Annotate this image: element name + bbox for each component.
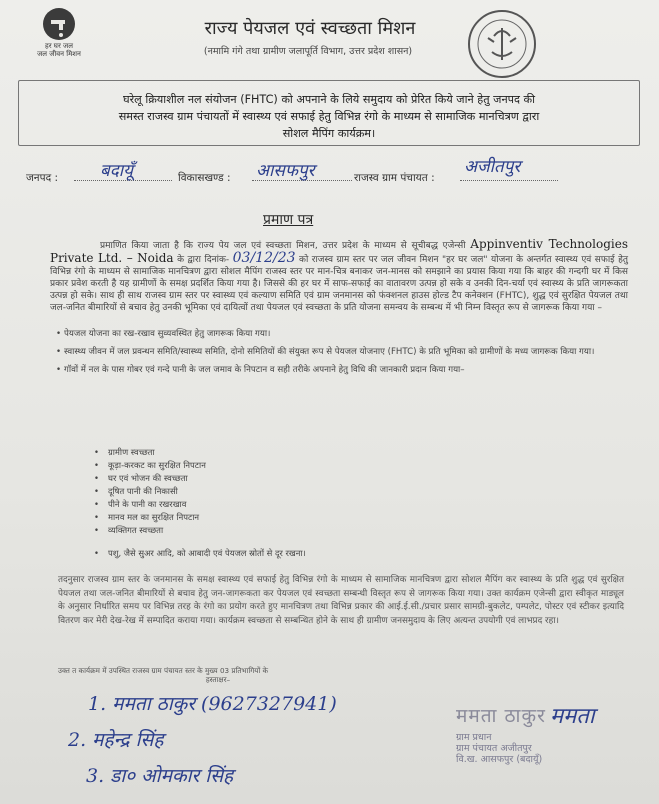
district-value: बदायूँ <box>100 161 133 181</box>
participant-signature-2: 2. महेन्द्र सिंह <box>68 729 164 751</box>
stamp-name: ममता ठाकुर <box>456 705 546 727</box>
participants-note-line-1: उक्त त कार्यक्रम में उपस्थित राजस्व ग्राम पंचायत स्तर के मुख्य 03 प्रतिभागियों के <box>58 666 269 675</box>
village-value: अजीतपुर <box>464 157 521 177</box>
participants-note <box>58 666 378 684</box>
paragraph-1-date-lead: के द्वारा दिनांक- <box>177 255 230 265</box>
hygiene-topics-list <box>94 446 394 560</box>
list-item: • पीने के पानी का रखरखाव <box>94 498 394 511</box>
village-label: राजस्व ग्राम पंचायत : <box>354 172 435 184</box>
list-item: • गॉवों में नल के पास गोबर एवं गन्दे पानी के जल जमाव के निपटान व सही तरीके अपनाने हेतु विधि की जानकारी प्रदान किया गया– <box>56 364 616 377</box>
certificate-title: प्रमाण पत्र <box>263 212 314 228</box>
list-item: • व्यक्तिगत स्वच्छता <box>94 524 394 537</box>
location-fields <box>18 158 643 188</box>
participant-signature-1: 1. ममता ठाकुर (9627327941) <box>88 693 337 715</box>
logo-caption-sub: जल जीवन मिशन <box>37 50 81 58</box>
stamp-line-1: ग्राम प्रधान <box>456 732 492 743</box>
awareness-bullets <box>56 328 616 382</box>
mission-title: राज्य पेयजल एवं स्वच्छता मिशन <box>204 18 416 39</box>
block-value: आसफपुर <box>256 161 315 181</box>
stamp-designation <box>456 732 542 765</box>
list-item: • ग्रामीण स्वच्छता <box>94 446 394 459</box>
logo-caption: हर घर जल <box>45 42 73 50</box>
mission-subtitle: (नमामि गंगे तथा ग्रामीण जलापूर्ति विभाग, उत्तर प्रदेश शासन) <box>203 46 413 57</box>
certificate-paragraph-1 <box>50 238 628 314</box>
list-item: • पेयजल योजना का रख-रखाव सुव्यवस्थित हेतु जागरूक किया गया। <box>56 328 616 341</box>
list-item: • मानव मल का सुरक्षित निपटान <box>94 511 394 524</box>
participant-signature-3: 3. डा० ओमकार सिंह <box>86 765 234 787</box>
certificate-paragraph-2: तदनुसार राजस्व ग्राम स्तर के जनमानस के समक्ष स्वास्थ्य एवं सफाई हेतु विभिन्न रंगो के माध्यम से सामाजिक मानचित्रण द्वारा सोशल मैपिंग कर स्वास्थ्य के प्रति शुद्ध एवं सुरक्षित पेयजल तथा जल-जनित बीमारियों से बचाव हेतु जन-जागरूकता कर पेयजल एवं स्वच्छता सम्बन्धी विस्तृत रूप से जागरूक किया गया। उक्त कार्यक्रम एजेन्सी द्वारा स्वीकृत माड्यूल के अनुसार निर्धारित समय पर विभिन्न तरह के रंगो का प्रयोग करते हुए मानचित्रण तथा विभिन्न प्रकार की आई.ई.सी./प्रचार प्रसार सामग्री-बुकलेट, पम्पलेट, पोस्टर एवं स्टीकर इत्यादि वितरण कर मेरी देख-रेख में सम्पादित कराया गया। कार्यक्रम स्वच्छता से सम्बन्धित होने के साथ ही ग्रामीण जनसमुदाय के लिए अत्यन्त उपयोगी एवं लाभप्रद रहा। <box>58 575 624 626</box>
har-ghar-jal-logo <box>22 6 96 68</box>
list-item: • कूड़ा-करकट का सुरक्षित निपटान <box>94 459 394 472</box>
stamp-line-2: ग्राम पंचायत अजीतपुर <box>456 743 532 754</box>
up-government-seal-icon <box>466 8 538 80</box>
paragraph-1-body: को राजस्व ग्राम स्तर पर जल जीवन मिशन "हर घर जल" योजना के अन्तर्गत स्वास्थ्य एवं सफाई हेतु विभिन्न रंगो के माध्यम से सामाजिक मानचित्रण द्वारा सोशल मैपिंग राजस्व स्तर पर मान-चित्र बनाकर जन-मानस को समझाने का प्रयास किया गया कि बाहर की गन्दगी घर में किस प्रकार प्रवेश करती है यह ग्रामीणों के समक्ष प्रदर्शित किया गया है। जिससे की हर घर में साफ-सफाई का वातावरण उत्पन्न हो सके व उनकी दिन-चर्या एवं स्वास्थ्य के प्रति जागरूकता उत्पन्न हो सके। साथ ही साथ राजस्व ग्राम स्तर पर स्वास्थ्य एवं कल्याण समिति एवं ग्राम जनमानस को फंक्शनल हाउस होल्ड टैप कनेक्शन (FHTC), शुद्ध एवं सुरक्षित पेयजल तथा जल-जनित बीमारियों से बचाव हेतु उनकी भूमिका एवं दायित्वों तथा पेयजल एवं स्वच्छता के प्रति योजना समन्वय के सम्बन्ध में भी निम्न विस्तृत रूप से जागरूक किया गया – <box>50 255 628 313</box>
program-banner <box>18 80 640 146</box>
district-label: जनपद : <box>26 172 59 184</box>
block-label: विकासखण्ड : <box>178 172 231 184</box>
list-item: • स्वास्थ्य जीवन में जल प्रवन्धन समिति/स्वास्थ्य समिति, दोनो समितियों की संयुक्त रूप से पेयजल योजनाए (FHTC) के प्रति भूमिका को ग्रामीणों के मध्य जागरूक किया गया। <box>56 346 616 359</box>
banner-line-3: सोशल मैपिंग कार्यक्रम। <box>282 127 376 140</box>
paragraph-1-intro: प्रमाणित किया जाता है कि राज्य पेय जल एवं स्वच्छता मिशन, उत्तर प्रदेश के माध्यम से सूचीबद्ध एजेन्सी <box>100 241 466 251</box>
water-tap-icon <box>39 6 79 42</box>
list-item: • घर एवं भोजन की स्वच्छता <box>94 472 394 485</box>
pradhan-stamp <box>438 700 638 796</box>
stamp-signature: ममता <box>550 704 595 729</box>
village-underline <box>460 180 558 181</box>
participants-note-line-2: हस्ताक्षर– <box>205 675 231 684</box>
list-item: • पशु, जैसे सुअर आदि, को आबादी एवं पेयजल स्रोतों से दूर रखना। <box>94 547 394 560</box>
program-date: 03/12/23 <box>232 250 296 266</box>
agency-name: Appinventiv Technologies Private Ltd. – Noida <box>50 237 628 265</box>
banner-line-1: घरेलू क्रियाशील नल संयोजन (FHTC) को अपनाने के लिये समुदाय को प्रेरित किये जाने हेतु जनपद की <box>122 93 535 106</box>
list-item: • दूषित पानी की निकासी <box>94 485 394 498</box>
stamp-line-3: वि.ख. आसफपुर (बदायूँ) <box>456 754 543 765</box>
banner-line-2: समस्त राजस्व ग्राम पंचायतों में स्वास्थ्य एवं सफाई हेतु विभिन्न रंगो के माध्यम से सामाजिक मानचित्रण द्वारा <box>118 110 540 123</box>
